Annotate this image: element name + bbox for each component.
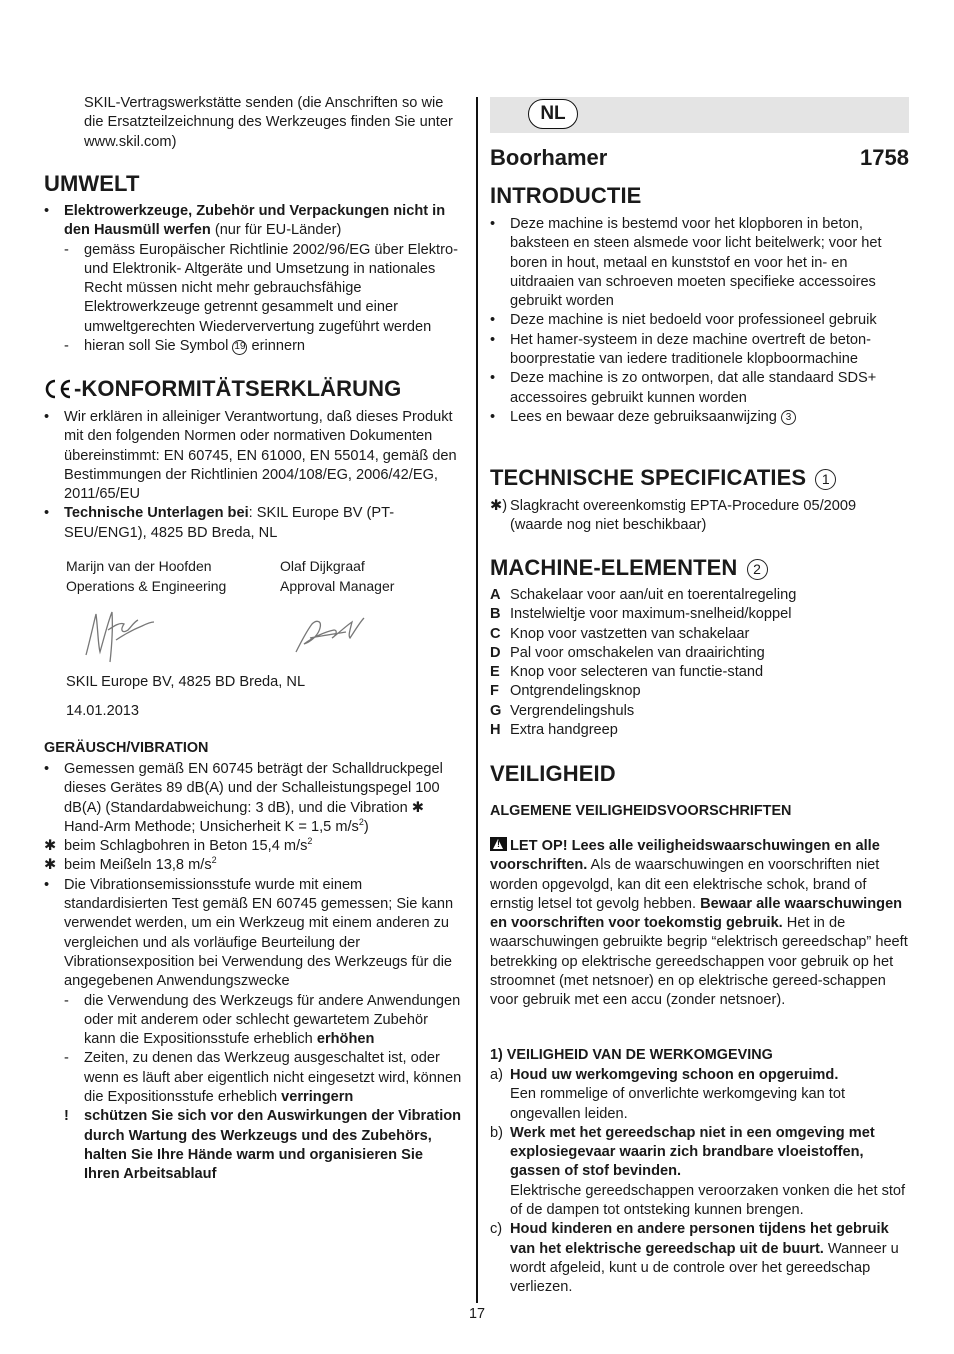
list-item: • Elektrowerkzeuge, Zubehör und Verpackungen nicht in den Hausmüll werfen (nur für EU-Länder) [44, 203, 446, 239]
list-item: D Pal voor omschakelen van draairichting [490, 644, 765, 661]
konform-heading: -KONFORMITÄTSERKLÄRUNG [74, 376, 402, 401]
list-item: • Deze machine is niet bedoeld voor professioneel gebruik [490, 312, 877, 329]
company-address: SKIL Europe BV, 4825 BD Breda, NL [66, 674, 306, 690]
list-item: E Knop voor selecteren van functie-stand [490, 664, 764, 681]
signatory-2: Olaf Dijkgraaf Approval Manager [280, 558, 395, 594]
figure-2-icon: 2 [747, 559, 768, 580]
asterisk-icon: ✱ [44, 838, 57, 855]
list-item: B Instelwieltje voor maximum-snelheid/koppel [490, 606, 792, 623]
list-item: ✱ beim Schlagbohren in Beton 15,4 $m/s^2$ [44, 837, 462, 856]
list-item: ✱ beim Meißeln 13,8 $m/s^2$ [44, 856, 462, 875]
tech-note: ✱) Slagkracht overeenkomstig EPTA-Procedure 05/2009 (waarde nog niet beschikbaar) [490, 498, 857, 534]
figure-1-icon: 1 [815, 469, 836, 490]
list-item: • Deze machine is bestemd voor het klopboren in beton, baksteen en steen alsmede voor licht beitelwerk; voor het boren in hout, metaal en kunststof en voor het in- en uitdraaien van schroeven moeten specifieke accessoires gebruikt worden [490, 216, 882, 310]
page-number: 17 [468, 1306, 485, 1322]
list-item: c) Houd kinderen en andere personen tijdens het gebruik van het elektrische gereedschap uit de buurt. Wanneer u wordt afgeleid, kunt u de controle over het gereedschap verliezen. [490, 1221, 899, 1296]
list-item: G Vergrendelingshuls [490, 702, 635, 719]
list-item: • Het hamer-systeem in deze machine overtreft de beton-boorprestatie van iedere traditionele klopboormachine [490, 331, 871, 368]
asterisk-icon: ✱ [44, 857, 57, 874]
list-item: H Extra handgreep [490, 722, 618, 739]
warning-paragraph: !LET OP! Lees alle veiligheidswaarschuwingen en alle voorschriften. Als de waarschuwingen en voorschriften niet worden opgevolgd, kan dit een elektrische schok, brand of ernstig letsel tot gevolg hebben. Bewaar alle waarschuwingen en voorschriften voor toekomstig gebruik. Het in de waarschuwingen gebruikte begrip “elektrisch gereedschap” heeft betrekking op elektrische gereedschappen voor gebruik op het stroomnet (met netsnoer) en op elektrische gereed-schappen voor gebruik met een accu (zonder netsnoer). [490, 837, 910, 1011]
ce-mark-icon [44, 378, 74, 400]
introductie-section [490, 215, 910, 427]
list-item: • Deze machine is zo ontworpen, dat alle standaard SDS+ accessoires gebruikt kunnen worden [490, 370, 877, 406]
veiligheid-heading: VEILIGHEID [490, 761, 616, 786]
list-item: - die Verwendung des Werkzeugs für andere Anwendungen oder mit anderem oder schlecht gewartetem Zubehör kann die Expositionsstufe erheblich erhöhen [64, 992, 461, 1048]
declaration-date: 14.01.2013 [66, 703, 140, 719]
list-item: • Technische Unterlagen bei: SKIL Europe BV (PT-SEU/ENG1), 4825 BD Breda, NL [44, 505, 395, 541]
elementen-heading: MACHINE-ELEMENTEN 2 [490, 555, 768, 581]
list-item: A Schakelaar voor aan/uit en toerentalregeling [490, 587, 797, 603]
tech-heading: TECHNISCHE SPECIFICATIES 1 [490, 465, 836, 491]
asterisk-icon: ✱ [411, 799, 424, 816]
list-item: • Gemessen gemäß EN 60745 beträgt der Schalldruckpegel dieses Gerätes 89 dB(A) und der Schalleistungspegel 100 dB(A) (Standardabweichung: 3 dB), und die Vibration ✱ Hand-Arm Methode; Unsicherheit K = 1,5 $m/s^2$) [44, 761, 443, 835]
geraeusch-heading: GERÄUSCH/VIBRATION [44, 740, 209, 756]
umwelt-heading: UMWELT [44, 171, 140, 196]
warning-icon [490, 837, 507, 851]
symbol-19-icon: 19 [232, 340, 247, 355]
list-item: b) Werk met het gereedschap niet in een omgeving met explosiegevaar waarin zich brandbare vloeistoffen, gassen of stof bevinden. Elektrische gereedschappen veroorzaken vonken die het stof of de dampen tot ontsteking kunnen brengen. [490, 1124, 906, 1219]
elementen-list [490, 586, 910, 740]
werkomgeving-list [490, 1066, 910, 1298]
language-bar [490, 97, 909, 133]
intro-text: SKIL-Vertragswerkstätte senden (die Anschriften so wie die Ersatzteilzeichnung des Werkzeuges finden Sie unter www.skil.com) [84, 95, 453, 150]
umwelt-bullet-bold: Elektrowerkzeuge, Zubehör und Verpackungen nicht in den Hausmüll werfen [64, 203, 446, 239]
list-item: - Zeiten, zu denen das Werkzeug ausgeschaltet ist, oder wenn es läuft aber eigentlich nicht eingesetzt wird, können die Expositionsstufe erheblich verringern [64, 1050, 462, 1106]
introductie-heading: INTRODUCTIE [490, 183, 642, 208]
asterisk-icon: ✱) [490, 498, 508, 514]
product-title-row [490, 145, 909, 171]
list-item: • Lees en bewaar deze gebruiksaanwijzing 3 [490, 408, 910, 427]
umwelt-bullet-rest: (nur für EU-Länder) [210, 222, 342, 239]
list-item: - gemäss Europäischer Richtlinie 2002/96/EG über Elektro- und Elektronik- Altgeräte und Umsetzung in nationales Recht müssen nicht mehr gebrauchsfähige Elektrowerkzeuge getrennt gesammelt und einer umweltgerechten Wiederververtung zugeführt werden [64, 241, 458, 335]
list-item: • Wir erklären in alleiniger Verantwortung, daß dieses Produkt mit den folgenden Normen oder normativen Dokumenten übereinstimmt: EN 60745, EN 61000, EN 55014, gemäß den Bestimmungen der Richtlinien 2004/108/EG, 2006/42/EG, 2011/65/EU [44, 409, 457, 503]
umwelt-section [44, 202, 462, 356]
list-item: • Die Vibrationsemissionsstufe wurde mit einem standardisierten Test gemäß EN 60745 gemessen; Sie kann verwendet werden, um ein Werkzeug mit einem anderen zu vergleichen und als vorläufige Beurteilung der Vibrationsexposition bei Verwendung des Werkzeugs für die angegebenen Anwendungszwecke [44, 876, 454, 990]
figure-3-icon: 3 [781, 410, 796, 425]
product-number: 1758 [860, 145, 909, 170]
veiligheid-subheading: ALGEMENE VEILIGHEIDSVOORSCHRIFTEN [490, 803, 792, 819]
product-name: Boorhamer [490, 145, 608, 170]
signature-2-image [290, 608, 370, 658]
signature-1-image [80, 600, 160, 668]
list-item: a) Houd uw werkomgeving schoon en opgeruimd. Een rommelige of onverlichte werkomgeving kan tot ongevallen leiden. [490, 1067, 846, 1122]
list-item: - hieran soll Sie Symbol 19 erinnern [64, 338, 306, 355]
list-item: F Ontgrendelingsknop [490, 683, 641, 700]
language-badge: NL [528, 99, 578, 129]
konform-section [44, 408, 462, 543]
geraeusch-section [44, 760, 462, 1185]
signatory-1: Marijn van der Hoofden Operations & Engineering [66, 558, 227, 594]
list-item: C Knop voor vastzetten van schakelaar [490, 625, 750, 642]
list-item: ! schützen Sie sich vor den Auswirkungen der Vibration durch Wartung des Werkzeugs und des Zubehörs, halten Sie Ihre Hände warm und organisieren Sie Ihren Arbeitsablauf [64, 1108, 462, 1183]
column-divider [476, 97, 478, 1303]
section-1-heading: 1) VEILIGHEID VAN DE WERKOMGEVING [490, 1047, 773, 1063]
konform-heading-row [44, 376, 401, 402]
